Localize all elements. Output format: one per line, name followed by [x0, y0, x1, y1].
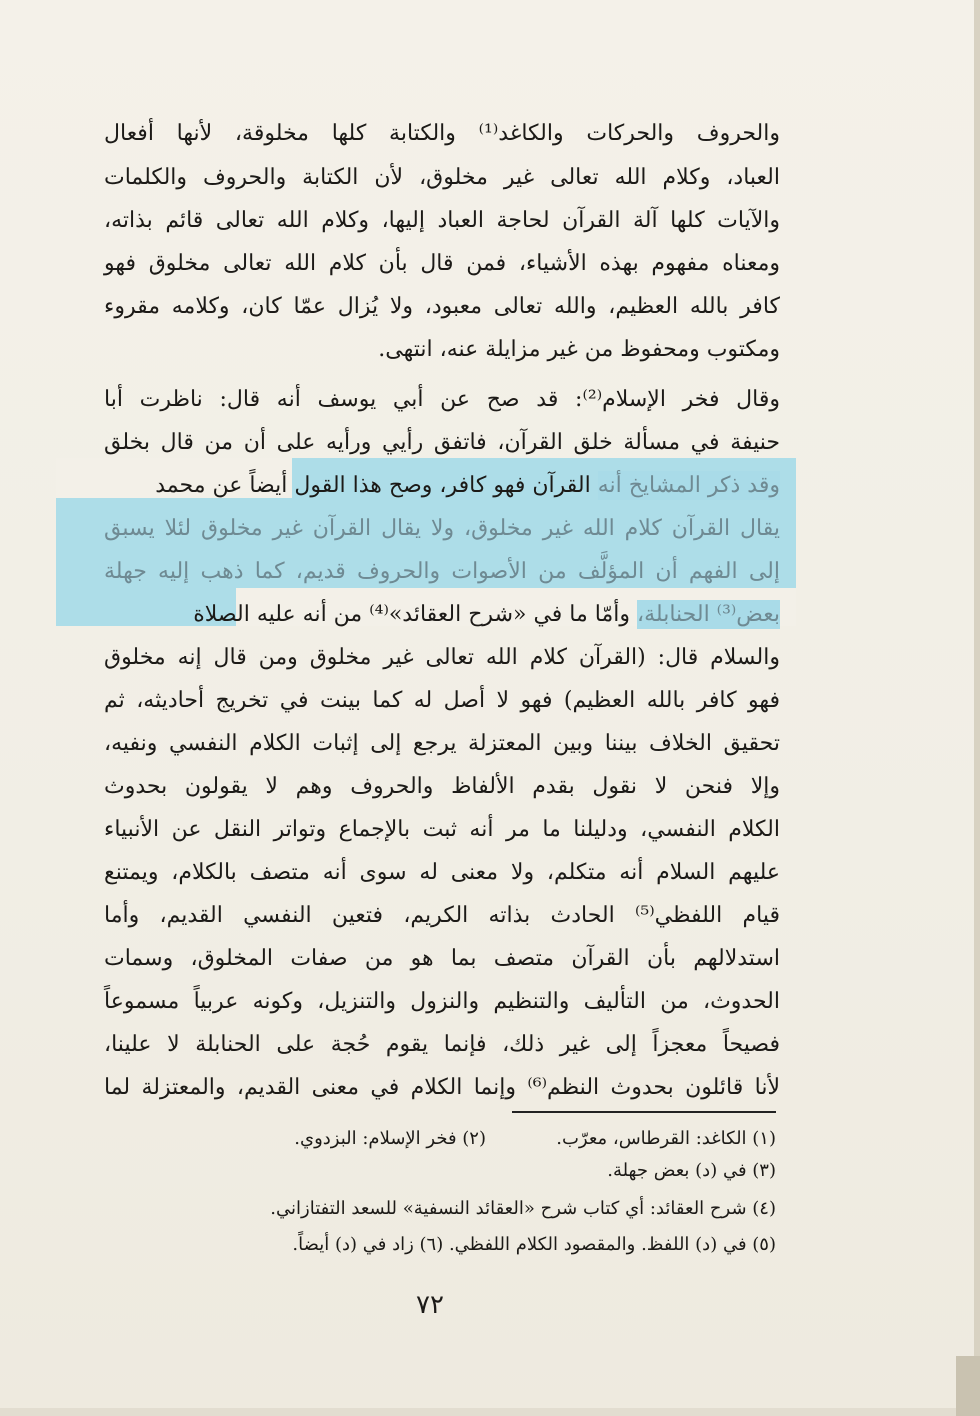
text-line: تحقيق الخلاف بيننا وبين المعتزلة يرجع إلى إثبات الكلام النفسي ونفيه، [104, 731, 780, 756]
text-line-highlighted[interactable]: إلى الفهم أن المؤلَّف من الأصوات والحروف قديم، كما ذهب إليه جهلة [104, 559, 780, 584]
text-line: الحدوث، من التأليف والتنظيم والنزول والتنزيل، وكونه عربياً مسموعاً [104, 989, 780, 1014]
highlighted-phrase[interactable]: وقد ذكر المشايخ أنه [597, 473, 780, 498]
text-line: عليهم السلام أنه متكلم، ولا معنى له سوى أنه متصف بالكلام، ويمتنع [104, 860, 780, 885]
page-number: ٧٢ [416, 1290, 444, 1320]
text-line-mixed [104, 593, 780, 637]
text-line: لأنا قائلون بحدوث النظم⁽⁶⁾ وإنما الكلام في معنى القديم، والمعتزلة لما [104, 1075, 780, 1100]
text-line-mixed [104, 464, 780, 508]
text-line: ومعناه مفهوم بهذه الأشياء، فمن قال بأن كلام الله تعالى مخلوق فهو [104, 251, 780, 276]
text-line: فهو كافر بالله العظيم) فهو لا أصل له كما بينت في تخريج أحاديثه، ثم [104, 688, 781, 713]
footnote-4: (٤) شرح العقائد: أي كتاب شرح «العقائد النسفية» للسعد التفتازاني. [270, 1198, 776, 1219]
plain-phrase: القرآن فهو كافر، وصح هذا القول أيضاً عن محمد [155, 473, 591, 498]
text-line: وإلا فنحن لا نقول بقدم الألفاظ والحروف وهم لا يقولون بحدوث [104, 774, 780, 799]
text-line-highlighted[interactable]: يقال القرآن كلام الله غير مخلوق، ولا يقال القرآن غير مخلوق لئلا يسبق [104, 516, 780, 541]
footnote-1: (١) الكاغد: القرطاس، معرّب. [556, 1128, 776, 1149]
page-corner [956, 1356, 980, 1416]
footnote-5: (٥) في (د) اللفظ. والمقصود الكلام اللفظي. (٦) زاد في (د) أيضاً. [292, 1234, 776, 1255]
footnote-3: (٣) في (د) بعض جهلة. [607, 1160, 776, 1181]
text-line: الكلام النفسي، ودليلنا ما مر أنه ثبت بالإجماع وتواتر النقل عن الأنبياء [104, 817, 780, 842]
text-line: حنيفة في مسألة خلق القرآن، فاتفق رأيي ورأيه على أن من قال بخلق [104, 430, 780, 455]
text-line: قيام اللفظي⁽⁵⁾ الحادث بذاته الكريم، فتعين النفسي القديم، وأما [104, 903, 780, 928]
text-line: استدلالهم بأن القرآن متصف بما هو من صفات المخلوق، وسمات [104, 946, 780, 971]
text-line: والحروف والحركات والكاغد⁽¹⁾ والكتابة كلها مخلوقة، لأنها أفعال [104, 121, 780, 146]
highlighted-phrase[interactable]: بعض⁽³⁾ الحنابلة، [637, 602, 780, 627]
plain-phrase: وأمّا ما في «شرح العقائد»⁽⁴⁾ من أنه عليه الصلاة [193, 602, 631, 627]
text-line: فصيحاً معجزاً إلى غير ذلك، فإنما يقوم حُجة على الحنابلة لا علينا، [104, 1032, 780, 1057]
footnote-separator [512, 1111, 776, 1113]
text-line: ومكتوب ومحفوظ من غير مزايلة عنه، انتهى. [378, 337, 780, 362]
page-edge [974, 0, 980, 1416]
text-line: والآيات كلها آلة القرآن لحاجة العباد إليها، وكلام الله تعالى قائم بذاته، [104, 208, 780, 233]
footnote-2: (٢) فخر الإسلام: البزدوي. [294, 1128, 486, 1149]
text-line: العباد، وكلام الله تعالى غير مخلوق، لأن الكتابة والحروف والكلمات [104, 165, 780, 190]
page-edge-bottom [0, 1408, 980, 1416]
text-line: وقال فخر الإسلام⁽²⁾: قد صح عن أبي يوسف أنه قال: ناظرت أبا [104, 387, 780, 412]
text-line: كافر بالله العظيم، والله تعالى معبود، ولا يُزال عمّا كان، وكلامه مقروء [104, 294, 780, 319]
text-line: والسلام قال: (القرآن كلام الله تعالى غير مخلوق ومن قال إنه مخلوق [104, 645, 780, 670]
